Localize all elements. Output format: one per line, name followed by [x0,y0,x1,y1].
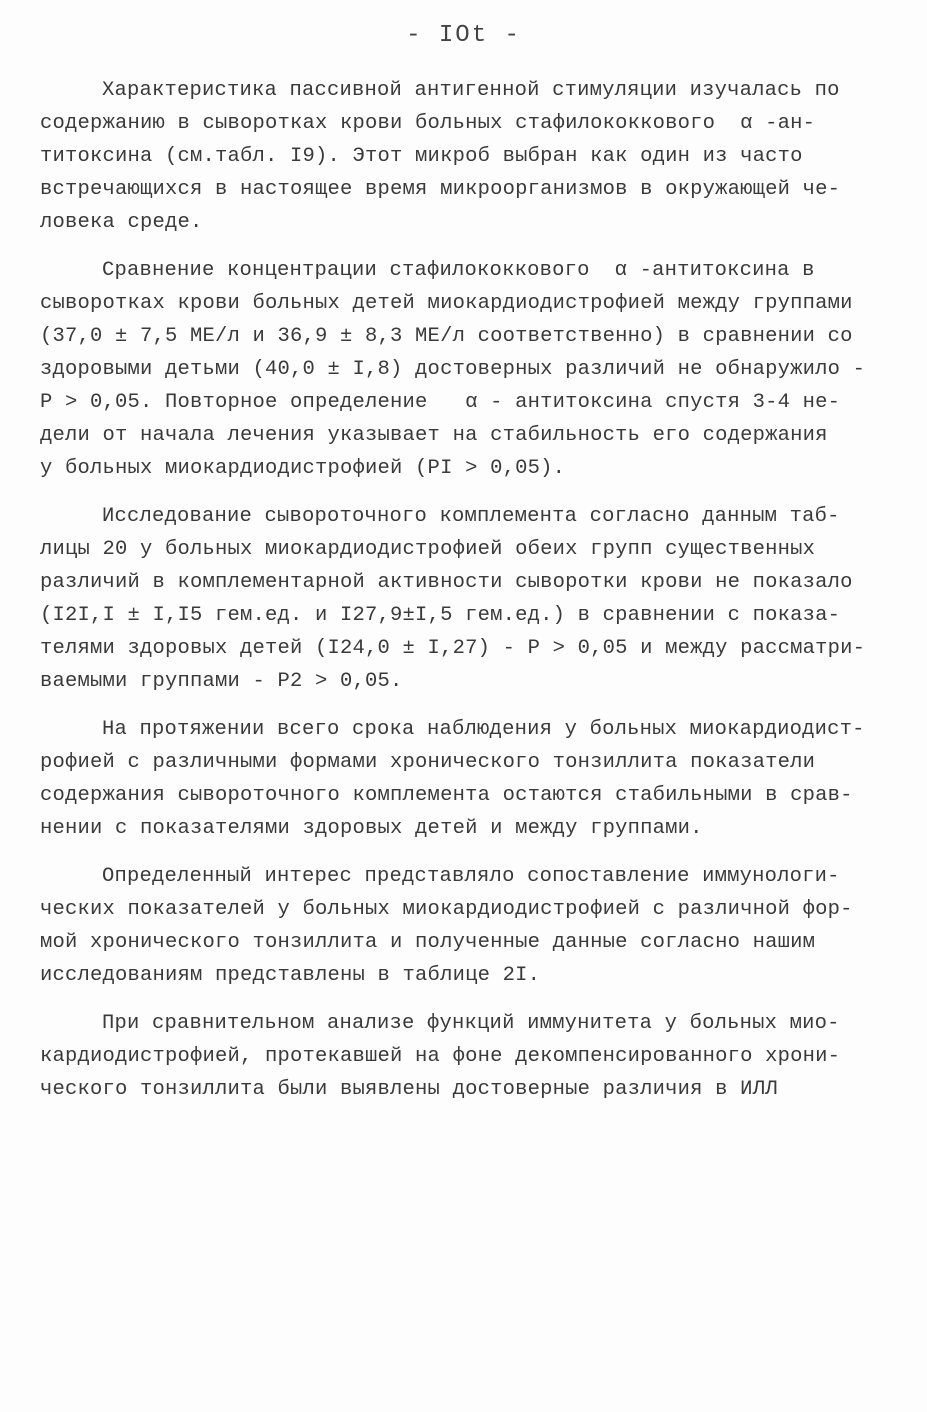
text-line: ваемыми группами - P2 > 0,05. [40,670,403,693]
text-line: Сравнение концентрации стафилококкового α -антитоксина в [102,259,815,282]
text-line: содержанию в сыворотках крови больных стафилококкового α -ан- [40,112,816,135]
text-line: ловека среде. [40,211,203,234]
text-line: кардиодистрофией, протекавшей на фоне декомпенсированного хрони- [40,1045,841,1068]
text-line: сыворотках крови больных детей миокардиодистрофией между группами [40,292,853,315]
paragraph [40,1007,890,1106]
paragraph [40,500,890,698]
paragraph [40,74,890,239]
text-line: Исследование сывороточного комплемента согласно данным таб- [102,505,840,528]
text-line: у больных миокардиодистрофией (PI > 0,05). [40,457,566,480]
text-line: На протяжении всего срока наблюдения у больных миокардиодист- [102,718,865,741]
text-line: P > 0,05. Повторное определение α - антитоксина спустя 3-4 не- [40,391,841,414]
text-line: исследованиям представлены в таблице 2I. [40,964,541,987]
text-line: Определенный интерес представляло сопоставление иммунологи- [102,865,840,888]
text-line: дели от начала лечения указывает на стабильность его содержания [40,424,828,447]
text-line: (37,0 ± 7,5 МЕ/л и 36,9 ± 8,3 МЕ/л соответственно) в сравнении со [40,325,853,348]
text-line: рофией с различными формами хронического тонзиллита показатели [40,751,816,774]
text-line: здоровыми детьми (40,0 ± I,8) достоверных различий не обнаружило - [40,358,866,381]
text-line: различий в комплементарной активности сыворотки крови не показало [40,571,853,594]
paragraph [40,860,890,992]
text-line: нении с показателями здоровых детей и между группами. [40,817,703,840]
paragraph [40,254,890,485]
text-line: содержания сывороточного комплемента остаются стабильными в срав- [40,784,853,807]
paragraph [40,713,890,845]
text-line: титоксина (см.табл. I9). Этот микроб выбран как один из часто [40,145,803,168]
text-line: При сравнительном анализе функций иммунитета у больных мио- [102,1012,840,1035]
text-line: мой хронического тонзиллита и полученные данные согласно нашим [40,931,816,954]
text-line: ческих показателей у больных миокардиодистрофией с различной фор- [40,898,853,921]
text-line: (I2I,I ± I,I5 гем.ед. и I27,9±I,5 гем.ед.) в сравнении с показа- [40,604,841,627]
text-line: лицы 20 у больных миокардиодистрофией обеих групп существенных [40,538,816,561]
page-number: - IOt - [406,22,521,49]
text-line: встречающихся в настоящее время микроорганизмов в окружающей че- [40,178,841,201]
body-text [40,74,890,1106]
text-line: телями здоровых детей (I24,0 ± I,27) - P > 0,05 и между рассматри- [40,637,866,660]
text-line: ческого тонзиллита были выявлены достоверные различия в ИЛЛ [40,1078,778,1101]
text-line: Характеристика пассивной антигенной стимуляции изучалась по [102,79,840,102]
